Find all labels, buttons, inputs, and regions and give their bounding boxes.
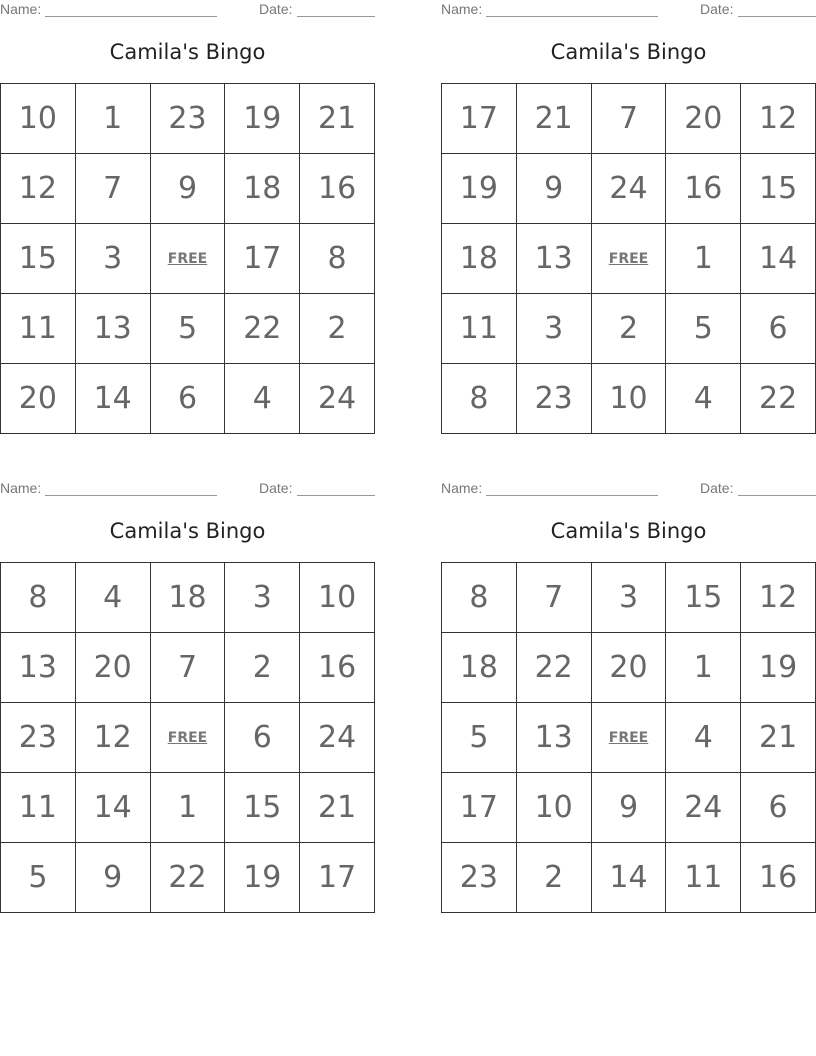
name-label: Name:	[0, 480, 42, 496]
free-space: FREE	[592, 703, 667, 773]
bingo-cell: 11	[666, 843, 741, 913]
bingo-cell: 14	[76, 364, 151, 434]
bingo-cell: 2	[592, 294, 667, 364]
bingo-card	[0, 0, 375, 436]
bingo-cell: 1	[666, 224, 741, 294]
bingo-cell: 6	[741, 294, 816, 364]
card-header	[0, 480, 375, 498]
bingo-cell: 12	[76, 703, 151, 773]
date-label: Date:	[700, 480, 734, 496]
bingo-grid	[0, 562, 375, 913]
bingo-cell: 22	[517, 633, 592, 703]
bingo-cell: 3	[225, 563, 300, 633]
bingo-cell: 23	[442, 843, 517, 913]
name-line	[486, 480, 658, 496]
bingo-cell: 2	[225, 633, 300, 703]
bingo-cell: 3	[76, 224, 151, 294]
bingo-cell: 8	[1, 563, 76, 633]
date-label: Date:	[700, 1, 734, 17]
bingo-cell: 16	[300, 154, 375, 224]
card-title: Camila's Bingo	[109, 40, 266, 64]
date-line	[297, 480, 375, 496]
bingo-cell: 7	[151, 633, 226, 703]
bingo-cell: 18	[442, 224, 517, 294]
bingo-cell: 16	[666, 154, 741, 224]
name-line	[486, 1, 658, 17]
bingo-grid	[441, 83, 816, 434]
bingo-cell: 9	[592, 773, 667, 843]
bingo-card	[0, 479, 375, 915]
card-title: Camila's Bingo	[109, 519, 266, 543]
name-label: Name:	[441, 480, 483, 496]
name-line	[45, 1, 217, 17]
bingo-cell: 5	[442, 703, 517, 773]
bingo-cell: 10	[517, 773, 592, 843]
bingo-cell: 21	[300, 773, 375, 843]
bingo-cell: 14	[741, 224, 816, 294]
bingo-cell: 12	[741, 84, 816, 154]
bingo-grid	[0, 83, 375, 434]
bingo-cell: 23	[1, 703, 76, 773]
bingo-cell: 20	[76, 633, 151, 703]
bingo-cell: 15	[741, 154, 816, 224]
bingo-cell: 21	[300, 84, 375, 154]
bingo-cell: 5	[666, 294, 741, 364]
bingo-cell: 5	[151, 294, 226, 364]
bingo-cell: 10	[1, 84, 76, 154]
free-space: FREE	[151, 224, 226, 294]
bingo-grid	[441, 562, 816, 913]
bingo-cell: 9	[76, 843, 151, 913]
bingo-cell: 6	[151, 364, 226, 434]
date-label: Date:	[259, 1, 293, 17]
date-line	[297, 1, 375, 17]
name-label: Name:	[0, 1, 42, 17]
date-line	[738, 480, 816, 496]
bingo-cell: 19	[225, 843, 300, 913]
bingo-cell: 14	[592, 843, 667, 913]
bingo-cell: 10	[300, 563, 375, 633]
bingo-cell: 6	[225, 703, 300, 773]
bingo-cell: 9	[517, 154, 592, 224]
bingo-cell: 8	[300, 224, 375, 294]
bingo-cell: 8	[442, 563, 517, 633]
bingo-cell: 15	[225, 773, 300, 843]
bingo-cell: 22	[151, 843, 226, 913]
bingo-cell: 23	[517, 364, 592, 434]
card-header	[441, 1, 816, 19]
bingo-cell: 9	[151, 154, 226, 224]
bingo-cell: 18	[225, 154, 300, 224]
bingo-cell: 8	[442, 364, 517, 434]
bingo-cell: 10	[592, 364, 667, 434]
bingo-cell: 24	[300, 703, 375, 773]
free-space: FREE	[592, 224, 667, 294]
bingo-cell: 19	[442, 154, 517, 224]
bingo-cell: 24	[300, 364, 375, 434]
bingo-card	[441, 479, 816, 915]
bingo-cell: 2	[300, 294, 375, 364]
bingo-cell: 7	[592, 84, 667, 154]
bingo-cell: 18	[151, 563, 226, 633]
bingo-cell: 11	[442, 294, 517, 364]
name-line	[45, 480, 217, 496]
bingo-cell: 7	[76, 154, 151, 224]
bingo-cell: 17	[225, 224, 300, 294]
bingo-cell: 21	[517, 84, 592, 154]
bingo-cell: 20	[666, 84, 741, 154]
bingo-cell: 15	[666, 563, 741, 633]
bingo-cell: 13	[1, 633, 76, 703]
bingo-cell: 19	[741, 633, 816, 703]
bingo-cell: 11	[1, 294, 76, 364]
bingo-cell: 20	[592, 633, 667, 703]
bingo-cell: 17	[442, 773, 517, 843]
bingo-cell: 13	[517, 224, 592, 294]
bingo-cell: 1	[76, 84, 151, 154]
bingo-cell: 15	[1, 224, 76, 294]
bingo-cell: 24	[666, 773, 741, 843]
card-title: Camila's Bingo	[550, 40, 707, 64]
card-title: Camila's Bingo	[550, 519, 707, 543]
card-header	[0, 1, 375, 19]
bingo-cell: 1	[151, 773, 226, 843]
bingo-cell: 4	[666, 703, 741, 773]
bingo-cell: 13	[76, 294, 151, 364]
bingo-cell: 12	[741, 563, 816, 633]
bingo-cell: 12	[1, 154, 76, 224]
bingo-cell: 6	[741, 773, 816, 843]
bingo-cell: 4	[225, 364, 300, 434]
bingo-cell: 14	[76, 773, 151, 843]
bingo-cell: 22	[741, 364, 816, 434]
date-label: Date:	[259, 480, 293, 496]
bingo-card	[441, 0, 816, 436]
bingo-cell: 24	[592, 154, 667, 224]
bingo-cell: 19	[225, 84, 300, 154]
bingo-cell: 18	[442, 633, 517, 703]
free-space: FREE	[151, 703, 226, 773]
bingo-cell: 23	[151, 84, 226, 154]
bingo-cell: 17	[300, 843, 375, 913]
bingo-cell: 16	[741, 843, 816, 913]
bingo-cell: 4	[666, 364, 741, 434]
bingo-cell: 21	[741, 703, 816, 773]
bingo-cell: 7	[517, 563, 592, 633]
bingo-cell: 17	[442, 84, 517, 154]
card-header	[441, 480, 816, 498]
bingo-cell: 16	[300, 633, 375, 703]
bingo-cell: 11	[1, 773, 76, 843]
bingo-cell: 22	[225, 294, 300, 364]
bingo-cell: 2	[517, 843, 592, 913]
bingo-cell: 20	[1, 364, 76, 434]
bingo-cell: 4	[76, 563, 151, 633]
bingo-cell: 5	[1, 843, 76, 913]
bingo-cell: 1	[666, 633, 741, 703]
bingo-cell: 3	[517, 294, 592, 364]
bingo-cell: 13	[517, 703, 592, 773]
bingo-cell: 3	[592, 563, 667, 633]
name-label: Name:	[441, 1, 483, 17]
date-line	[738, 1, 816, 17]
